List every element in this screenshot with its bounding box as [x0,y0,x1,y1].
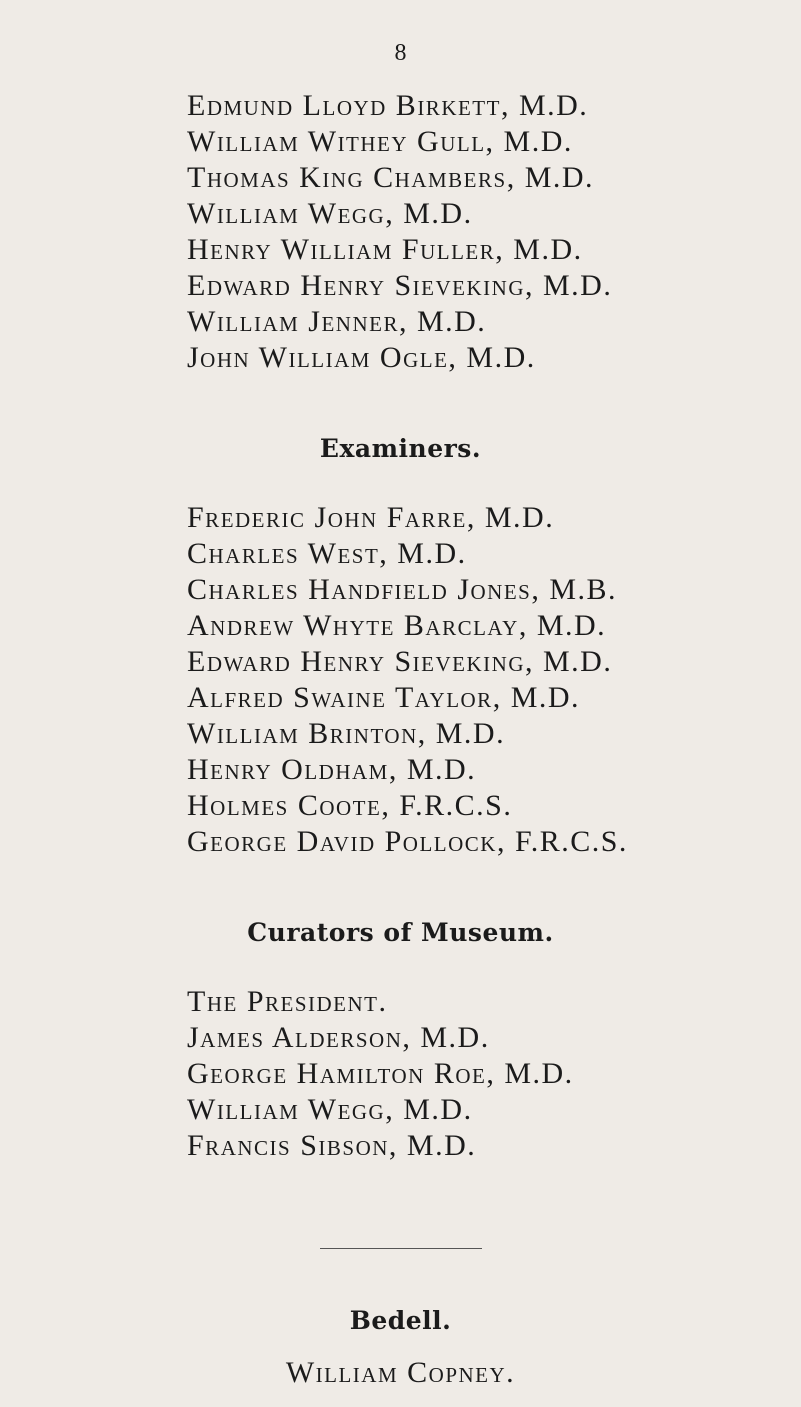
examiners-heading: Examiners. [319,434,482,463]
council-member: Edward Henry Sieveking, M.D. [187,269,613,302]
curators-list [187,984,574,1164]
curators-heading: Curators of Museum. [247,918,554,947]
examiner-name: George David Pollock, F.R.C.S. [187,825,628,858]
curator-name: The President. [187,985,388,1018]
examiner-name: Frederic John Farre, M.D. [187,501,555,534]
bedell-name: William Copney. [285,1356,516,1389]
examiner-name: Henry Oldham, M.D. [187,753,477,786]
curator-name: George Hamilton Roe, M.D. [187,1057,574,1090]
council-list [187,88,612,376]
examiner-name: Charles West, M.D. [187,537,467,570]
examiner-name: Holmes Coote, F.R.C.S. [187,789,513,822]
council-member: Henry William Fuller, M.D. [187,233,583,266]
council-member: John William Ogle, M.D. [187,341,536,374]
council-member: William Wegg, M.D. [187,197,473,230]
curator-name: William Wegg, M.D. [187,1093,473,1126]
section-divider [320,1248,482,1249]
examiners-list [187,500,628,860]
bedell-heading: Bedell. [349,1306,452,1335]
examiner-name: Edward Henry Sieveking, M.D. [187,645,613,678]
curator-name: Francis Sibson, M.D. [187,1129,477,1162]
curator-name: James Alderson, M.D. [187,1021,490,1054]
page-number: 8 [394,40,407,66]
council-member: William Withey Gull, M.D. [187,125,573,158]
examiner-name: Charles Handfield Jones, M.B. [187,573,618,606]
council-member: William Jenner, M.D. [187,305,487,338]
examiner-name: William Brinton, M.D. [187,717,506,750]
bedell-block [0,1355,801,1391]
council-member: Thomas King Chambers, M.D. [187,161,595,194]
examiner-name: Alfred Swaine Taylor, M.D. [187,681,581,714]
council-member: Edmund Lloyd Birkett, M.D. [187,89,589,122]
examiner-name: Andrew Whyte Barclay, M.D. [187,609,607,642]
